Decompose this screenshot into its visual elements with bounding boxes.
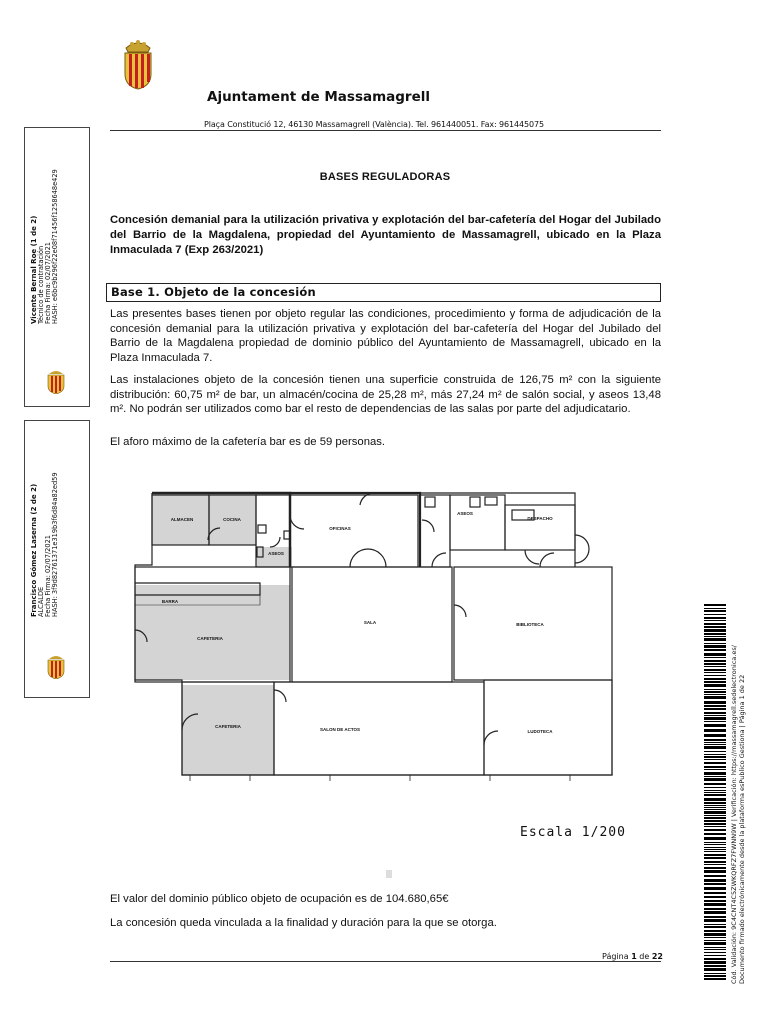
barcode-bar [704, 937, 726, 938]
barcode-bar [704, 973, 726, 974]
section-heading: Base 1. Objeto de la concesión [111, 285, 316, 299]
signer-name: Francisco Gómez Laserna (2 de 2) [30, 483, 38, 617]
room-label: ASEOS [457, 511, 473, 516]
barcode-bar [704, 916, 726, 918]
barcode-bar [704, 678, 726, 680]
barcode-bar [704, 724, 726, 727]
barcode-bar [704, 861, 726, 863]
barcode-bar [704, 746, 726, 749]
barcode-bar [704, 794, 726, 796]
barcode-bar [704, 684, 726, 687]
barcode-bar [704, 778, 726, 781]
barcode-bar [704, 649, 726, 651]
signer-name: Vicente Bernal Roe (1 de 2) [30, 215, 38, 324]
barcode-bar [704, 870, 726, 873]
barcode-bar [704, 823, 726, 825]
barcode-bar [704, 892, 726, 894]
signature-box-2 [24, 420, 90, 698]
organization-name: Ajuntament de Massamagrell [207, 89, 431, 105]
barcode-bar [704, 961, 726, 964]
barcode-bar [704, 844, 726, 845]
barcode-bar [704, 815, 726, 816]
barcode-bar [704, 955, 726, 956]
barcode-bar [704, 694, 726, 695]
signature-hash: HASH: e6bc9b296f22e08f71456f1258648e429 [51, 169, 59, 324]
barcode-bar [704, 633, 726, 635]
barcode-bar [704, 942, 726, 945]
barcode-bar [704, 643, 726, 644]
room-label: CAFETERIA [215, 724, 241, 729]
signature-box-1 [24, 127, 90, 407]
barcode-bar [704, 762, 726, 764]
barcode-bar [704, 691, 726, 693]
barcode-bar [704, 833, 726, 835]
barcode-bar [704, 849, 726, 850]
barcode-bar [704, 887, 726, 890]
barcode-bar [704, 610, 726, 612]
signature-date: Fecha Firma: 02/07/2021 [44, 535, 52, 617]
barcode-bar [704, 919, 726, 922]
barcode-bar [704, 947, 726, 948]
barcode-bar [704, 705, 726, 707]
barcode-bar [704, 783, 726, 785]
barcode-bar [704, 809, 726, 810]
barcode-bar [704, 776, 726, 777]
barcode-bar [704, 751, 726, 752]
barcode-bar [704, 978, 726, 980]
paragraph-facilities: Las instalaciones objeto de la concesión tienen una superficie construida de 126,75 m² con la siguiente distribución: 60,75 m² de bar, un almacén/cocina de 25,28 m², más 27,24 m² de salón social, y aseos 13,48 m². No podrán ser utilizados como bar el resto de dependencias de las salas por parte del adjudicatario. [110, 374, 661, 416]
barcode-bar [704, 805, 726, 806]
room-label: LUDOTECA [527, 729, 553, 734]
barcode-bar [704, 669, 726, 671]
barcode-bar [704, 629, 726, 632]
room-label: SALON DE ACTOS [319, 727, 361, 732]
barcode-bar [704, 854, 726, 856]
barcode-bar [704, 847, 726, 848]
validation-line-2: Documento firmado electrónicamente desde la plataforma esPublico Gestiona | Página 1 de 22 [738, 674, 746, 984]
barcode-bar [704, 792, 726, 793]
validation-text [730, 604, 752, 984]
validation-line-1: Cód. Validación: 9C4CNT4C5ZWKQRFZ7FWNN9W | Verificación: https://massamagrell.sedelectronica.es/ [730, 645, 738, 984]
barcode-bar [704, 715, 726, 716]
floor-plan [130, 485, 625, 783]
barcode-bar [704, 721, 726, 722]
barcode-bar [704, 608, 726, 609]
room-label: BIBLIOTECA [516, 622, 544, 627]
barcode-bar [704, 930, 726, 932]
barcode-bar [704, 696, 726, 699]
barcode-bar [704, 896, 726, 898]
barcode-bar [704, 975, 726, 977]
document-title: BASES REGULADORAS [319, 171, 451, 183]
barcode-bar [704, 968, 726, 971]
barcode-bar [704, 672, 726, 673]
barcode-bar [704, 903, 726, 906]
paragraph-object: Las presentes bases tienen por objeto regular las condiciones, procedimiento y forma de adjudicación de la concesión demanial para la utilización privativa y explotación del bar-cafetería del Hogar del Jubilado del Barrio de la Magdalena propiedad de dominio público del Ayuntamiento de Massamagrell, ubicado en la Plaza Inmaculada 7. [110, 308, 661, 364]
barcode-bar [704, 620, 726, 621]
barcode-bar [704, 645, 726, 648]
barcode-bar [704, 663, 726, 665]
room-label: ASEOS [268, 551, 284, 556]
barcode-bar [704, 867, 726, 869]
barcode-bar [704, 851, 726, 852]
barcode-bar [704, 842, 726, 843]
barcode-bar [704, 940, 726, 941]
page-number: Página 1 de 22 [602, 952, 663, 961]
room-label: ALMACEN [170, 517, 194, 522]
paragraph-value: El valor del dominio público objeto de ocupación es de 104.680,65€ [110, 893, 449, 905]
barcode-bar [704, 744, 726, 745]
barcode-bar [704, 729, 726, 732]
barcode-bar [704, 638, 726, 641]
barcode-bar [704, 653, 726, 656]
barcode-bar [704, 900, 726, 902]
barcode-bar [704, 657, 726, 658]
barcode-bar [704, 742, 726, 743]
barcode-bar [704, 787, 726, 788]
barcode-bar [704, 712, 726, 714]
barcode-bar [704, 734, 726, 737]
barcode-bar [704, 911, 726, 914]
barcode-bar [704, 829, 726, 831]
barcode-bar [704, 807, 726, 808]
barcode-bar [704, 604, 726, 606]
barcode-bar [704, 623, 726, 625]
barcode-bar [704, 717, 726, 720]
barcode-bar [704, 708, 726, 710]
barcode-bar [704, 908, 726, 910]
barcode-bar [704, 933, 726, 936]
barcode-bar [704, 790, 726, 791]
barcode-bar [704, 811, 726, 814]
barcode-bar [704, 864, 726, 865]
crest-icon [45, 653, 67, 679]
signer-role: ALCALDE [37, 586, 45, 617]
barcode-bar [704, 949, 726, 950]
organization-address: Plaça Constitució 12, 46130 Massamagrell (València). Tel. 961440051. Fax: 961445075 [204, 120, 544, 129]
barcode-bar [704, 879, 726, 882]
header-divider [110, 130, 661, 131]
signature-hash: HASH: 3f9d82761371e319b3f6d84a82ed59 [51, 472, 59, 617]
barcode-bar [704, 759, 726, 760]
room-label: COCINA [223, 517, 241, 522]
barcode-bar [704, 924, 726, 925]
barcode-bar [704, 820, 726, 822]
barcode-bar [704, 837, 726, 840]
barcode-bar [704, 817, 726, 819]
barcode-bar [704, 766, 726, 768]
barcode-bar [704, 857, 726, 859]
barcode-bar [704, 952, 726, 953]
barcode-bar [704, 958, 726, 960]
barcode-bar [704, 689, 726, 690]
footer-divider [110, 961, 661, 962]
room-label: DESPACHO [527, 516, 553, 521]
barcode-bar [704, 802, 726, 804]
plan-scale: Escala 1/200 [520, 825, 626, 840]
room-label: OFICINAS [329, 526, 351, 531]
barcode-bar [704, 754, 726, 755]
document-subject: Concesión demanial para la utilización privativa y explotación del bar-cafetería del Hogar del Jubilado del Barrio de la Magdalena, propiedad del Ayuntamiento de Massamagrell, ubicado en la Plaza Inmaculada 7 (Exp 263/2021) [110, 214, 661, 256]
barcode-bar [704, 701, 726, 704]
barcode-bar [704, 756, 726, 758]
barcode-bar [704, 681, 726, 683]
barcode-bar [704, 617, 726, 619]
room-label: SALA [363, 620, 377, 625]
barcode-bar [704, 798, 726, 801]
barcode-bar [704, 666, 726, 667]
signature-date: Fecha Firma: 02/07/2021 [44, 242, 52, 324]
barcode-bar [704, 875, 726, 877]
barcode-bar [704, 965, 726, 967]
barcode-bar [704, 769, 726, 770]
signer-role: Técnico de contratación [37, 245, 45, 324]
barcode-bar [704, 675, 726, 676]
paragraph-purpose: La concesión queda vinculada a la finalidad y duración para la que se otorga. [110, 917, 497, 929]
barcode-bar [704, 636, 726, 637]
barcode-bar [704, 739, 726, 741]
barcode-bar [704, 660, 726, 662]
barcode-bar [704, 772, 726, 775]
barcode-bar [704, 883, 726, 885]
paragraph-capacity: El aforo máximo de la cafetería bar es de 59 personas. [110, 436, 386, 448]
municipal-crest-logo [118, 38, 158, 90]
room-label: CAFETERIA [197, 636, 223, 641]
validation-barcode [704, 604, 726, 984]
barcode-bar [704, 926, 726, 928]
barcode-bar [704, 614, 726, 615]
room-label: BARRA [161, 599, 179, 604]
barcode-bar [704, 626, 726, 628]
crest-icon [45, 368, 67, 394]
scan-artifact [386, 870, 392, 878]
barcode-bar [704, 826, 726, 827]
